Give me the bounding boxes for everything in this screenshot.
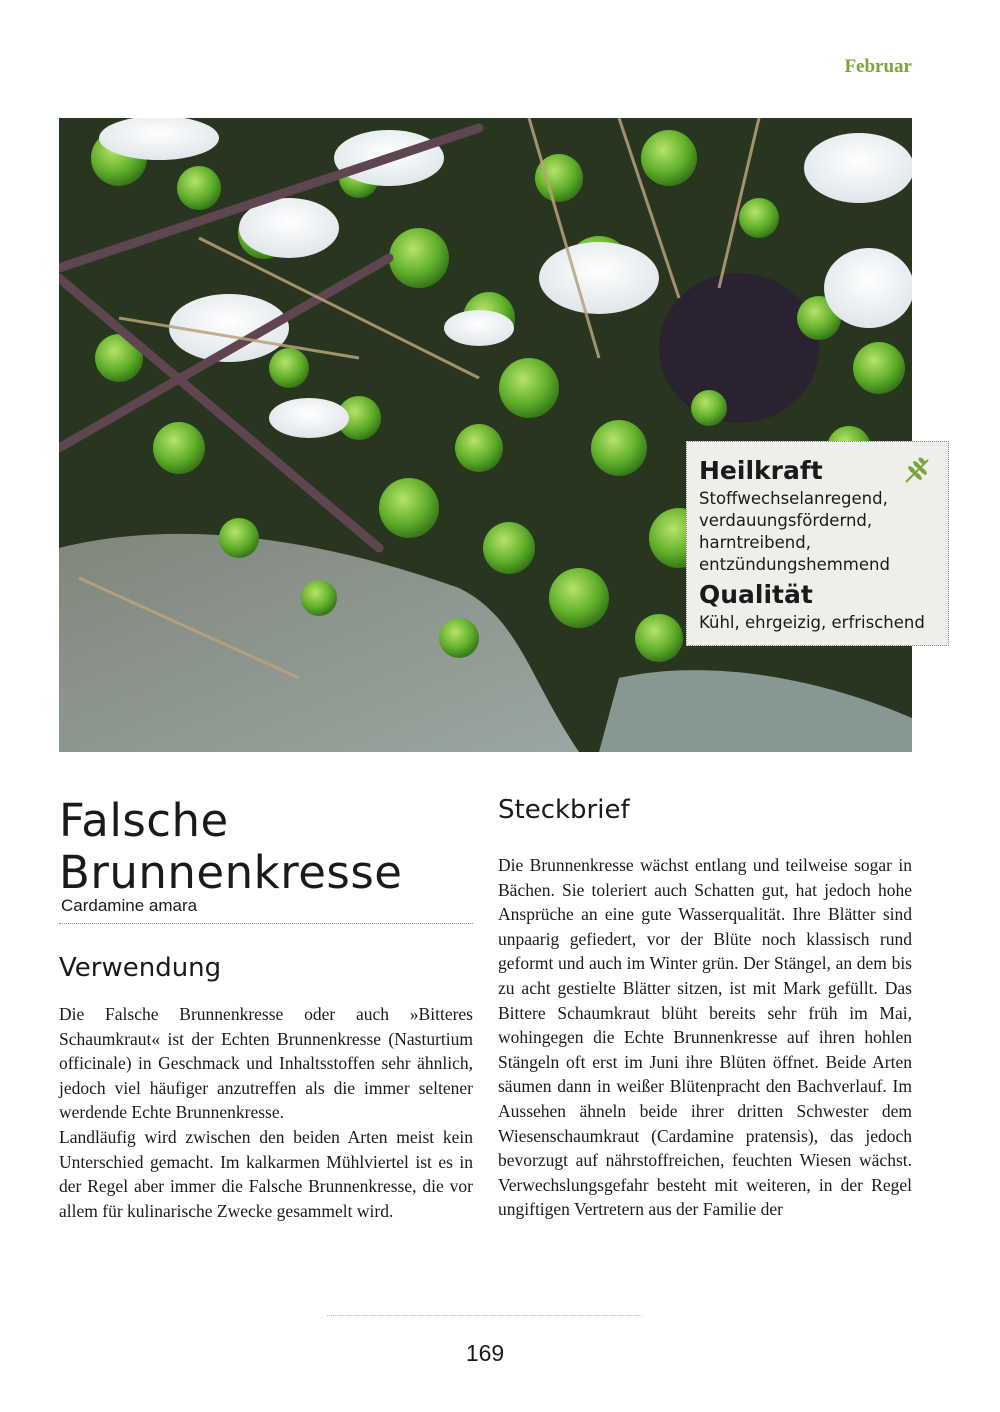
latin-name: Cardamine amara: [61, 896, 198, 915]
verwendung-paragraph: Die Falsche Brunnenkresse oder auch »Bitteres Schaumkraut« ist der Echten Brunnenkresse (Nasturtium officinale) in Geschmack und Inhaltsstoffen sehr ähnlich, jedoch viel häufiger anzutreffen als die immer seltener werdende Echte Brunnenkresse.: [59, 1004, 473, 1123]
herb-sprig-icon: [902, 456, 932, 486]
title-divider: [59, 923, 473, 924]
heilkraft-info-box: [686, 441, 949, 646]
verwendung-heading: Verwendung: [59, 953, 222, 983]
steckbrief-text: [498, 853, 912, 1278]
steckbrief-heading: Steckbrief: [498, 795, 630, 825]
page-number: 169: [465, 1340, 505, 1366]
heilkraft-heading: Heilkraft: [699, 456, 823, 485]
qualitaet-heading: Qualität: [699, 580, 813, 609]
plant-photo: [59, 118, 912, 752]
plant-title-line1: Falsche: [59, 794, 229, 847]
plant-title: [59, 795, 402, 899]
running-header-month: Februar: [844, 56, 912, 77]
steckbrief-paragraph: Die Brunnenkresse wächst entlang und teilweise sogar in Bächen. Sie toleriert auch Schatten gut, hat jedoch hohe Ansprüche an eine gute Wasserqualität. Ihre Blätter sind unpaarig gefiedert, vor der Blüte noch klassisch rund geformt und auch im Winter grün. Der Stängel, an dem bis zu acht gestielte Blätter sitzen, ist mit Mark gefüllt. Das Bittere Schaumkraut blüht bereits sehr früh im Mai, wohingegen die Echte Brunnenkresse auf ihren hohlen Stängeln oft erst im Juni ihre Blüten öffnet. Beide Arten säumen dann in weißer Blütenpracht den Bachverlauf. Im Aussehen ähneln beide ihrer dritten Schwester dem Wiesenschaumkraut (Cardamine pratensis), das jedoch bevorzugt auf nährstoffreichen, feuchten Wiesen wächst. Verwechslungsgefahr besteht mit weiteren, in der Regel ungiftigen Vertretern aus der Familie der: [498, 855, 912, 1220]
heilkraft-text: Stoffwechselanregend, verdauungsfördernd, harntreibend, entzündungshemmend: [699, 489, 890, 574]
verwendung-text: [59, 1002, 473, 1223]
verwendung-paragraph: Landläufig wird zwischen den beiden Arten meist kein Unterschied gemacht. Im kalkarmen Mühlviertel ist es in der Regel aber immer die Falsche Brunnenkresse, die vor allem für kulinarische Zwecke gesammelt wird.: [59, 1126, 473, 1221]
plant-title-line2: Brunnenkresse: [59, 846, 403, 899]
qualitaet-text: Kühl, ehrgeizig, erfrischend: [699, 613, 925, 632]
footer-divider: [327, 1315, 642, 1316]
